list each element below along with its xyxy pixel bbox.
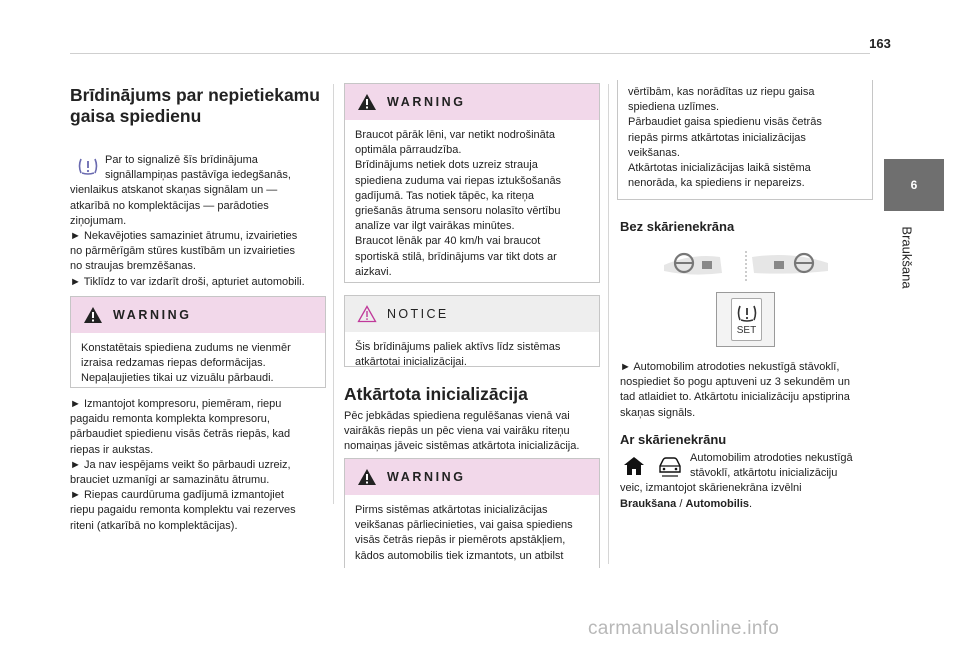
text-line: spiediena zuduma vai riepas iztukšošanās [355, 174, 562, 187]
text-line: vērtībām, kas norādītas uz riepu gaisa [628, 86, 815, 98]
text-line: optimāla pārraudzība. [355, 144, 462, 157]
set-button-illustration [716, 292, 775, 347]
text-line: spiediena uzlīmes. [628, 101, 720, 114]
section-heading-reinit: Atkārtota inicializācija [344, 384, 528, 404]
menu-path [620, 497, 875, 512]
section-heading-no-touchscreen: Bez skārienekrāna [620, 219, 735, 234]
no-touchscreen-text [620, 360, 875, 421]
chapter-tab[interactable]: 6 [884, 159, 944, 211]
text-line: griešanās ātruma sensoru nolasīto vērtību [355, 205, 561, 218]
text-line: ziņojumam. [70, 214, 127, 227]
warning-box-header [345, 459, 599, 495]
text-line: Braucot lēnāk par 40 km/h vai braucot [355, 235, 541, 248]
left-column [70, 85, 328, 127]
text-line: pārbaudiet spiedienu visās četrās riepās, kad [70, 428, 291, 441]
warning-box-body [345, 495, 599, 564]
text-line: tad atlaidiet to. Atkārtotu inicializāciju apstiprina [620, 391, 850, 404]
text-line: gadījumā. Tas notiek tāpēc, ka riteņa [355, 189, 534, 202]
text-line-start: veic, izmantojot skārienekrāna izvēlni [620, 482, 802, 495]
chapter-label-text: Braukšana [899, 226, 915, 289]
text-line: no pārmērīgām stūres kustībām un izvairieties [70, 245, 295, 258]
menu-driving: Braukšana [620, 497, 677, 510]
reinit-section [344, 384, 606, 455]
text-line: Nepaļaujieties tikai uz vizuālu pārbaudi. [81, 372, 274, 385]
text-line: kādos automobilis tiek izmantots, un atbilst [355, 549, 564, 562]
heading-no-touchscreen-wrap [620, 219, 870, 234]
section-heading-touchscreen: Ar skārienekrānu [620, 432, 727, 447]
notice-box-header [345, 296, 599, 332]
left-intro-text [70, 153, 330, 290]
warning-box-body [345, 120, 599, 280]
text-line: Automobilim atrodoties nekustīgā [690, 452, 853, 464]
menu-end: . [749, 497, 753, 510]
text-line: riepu pagaidu remonta komplektu vai rezerves [70, 504, 296, 517]
text-line: Pēc jebkādas spiediena regulēšanas vienā vai [344, 410, 570, 422]
top-divider [70, 53, 870, 54]
set-label: SET [736, 325, 757, 336]
left-bottom-text [70, 397, 330, 534]
text-line: vairākās riepās un pēc viena vai vairāku riteņu [344, 425, 570, 438]
text-line: brauciet uzmanīgi ar samazinātu ātrumu. [70, 474, 270, 487]
text-line: Braucot pārāk lēni, var netikt nodrošināta [355, 129, 555, 141]
notice-box [344, 295, 600, 367]
text-line: ► Automobilim atrodoties nekustīgā stāvoklī, [620, 361, 840, 373]
text-line: riteni (atkarībā no komplektācijas). [70, 519, 238, 532]
column-divider-2 [608, 84, 609, 564]
text-line: Šis brīdinājums paliek aktīvs līdz sistēmas [355, 341, 561, 353]
menu-vehicle: Automobilis [685, 497, 749, 510]
text-line: analīze var ilgt vairākas minūtes. [355, 220, 515, 233]
warning-triangle-icon [357, 468, 377, 486]
watermark[interactable]: carmanualsonline.info [588, 618, 780, 639]
text-line: stāvoklī, atkārtotu inicializāciju [690, 467, 838, 480]
warning-box-before-reinit [344, 458, 600, 568]
text-line: veikšanas. [628, 146, 680, 159]
text-line: ► Ja nav iespējams veikt šo pārbaudi uzreiz, [70, 458, 291, 471]
column-divider-1 [333, 84, 334, 504]
text-line: aizkavi. [355, 265, 392, 278]
text-line: sportiskā stilā, brīdinājums var tikt dots ar [355, 250, 557, 263]
warning-box-continued [617, 80, 873, 200]
text-line [620, 481, 875, 496]
text-line: nomaiņas jāveic sistēmas atkārtota inicializācija. [344, 440, 580, 453]
text-line: Atkārtotas inicializācijas laikā sistēma [628, 162, 811, 175]
text-line: riepas ir aukstas. [70, 443, 154, 456]
text-line: skaņas signāls. [620, 406, 696, 419]
warning-box-visual-check [70, 296, 326, 388]
text-line: Pārbaudiet gaisa spiedienu visās četrās [628, 116, 822, 129]
chapter-side-label [894, 214, 914, 304]
warning-box-continued-body [618, 80, 872, 191]
touchscreen-text [620, 451, 875, 512]
heading-touchscreen-wrap [620, 432, 870, 447]
text-line: ► Tiklīdz to var izdarīt droši, apturiet automobili. [70, 275, 305, 288]
text-line: Par to signalizē šīs brīdinājuma [105, 154, 258, 166]
text-line: Pirms sistēmas atkārtotas inicializācijas [355, 504, 548, 516]
menu-separator: / [676, 497, 686, 510]
text-line: atkarībā no komplektācijas — parādoties [70, 199, 269, 212]
warning-title: WARNING [387, 95, 466, 109]
text-line: nenorāda, ka spiediens ir nepareizs. [628, 177, 805, 190]
text-line: pagaidu remonta komplekta kompresoru, [70, 413, 270, 426]
page-number: 163 [869, 36, 891, 51]
text-line: atkārtotai inicializācijai. [355, 356, 467, 369]
text-line: signāllampiņas pastāvīga iedegšanās, [105, 169, 291, 182]
notice-triangle-icon [357, 305, 377, 323]
dashboard-illustration [662, 249, 830, 281]
text-line: Brīdinājums netiek dots uzreiz strauja [355, 159, 538, 172]
text-line: vienlaikus atskanot skaņas signālam un — [70, 184, 278, 197]
text-line: ► Nekavējoties samaziniet ātrumu, izvairieties [70, 230, 298, 243]
warning-triangle-icon [83, 306, 103, 324]
text-line: nospiediet šo pogu aptuveni uz 3 sekundēm un [620, 376, 850, 389]
text-line: no straujas bremzēšanas. [70, 260, 196, 273]
text-line: veikšanas pārliecinieties, vai gaisa spiediens [355, 519, 573, 532]
text-line: ► Izmantojot kompresoru, piemēram, riepu [70, 398, 282, 410]
tire-pressure-reset-icon [735, 303, 759, 323]
text-line: izraisa redzamas riepas deformācijas. [81, 357, 266, 370]
notice-box-body [345, 332, 599, 370]
warning-box-slow-driving [344, 83, 600, 283]
text-line: ► Riepas caurdūruma gadījumā izmantojiet [70, 489, 284, 502]
text-line: riepās pirms atkārtotas inicializācijas [628, 131, 806, 144]
text-line: Konstatētais spiediena zudums ne vienmēr [81, 342, 291, 354]
warning-box-header [71, 297, 325, 333]
section-heading-low-pressure: Brīdinājums par nepietiekamu gaisa spiedienu [70, 85, 320, 126]
warning-title: WARNING [113, 308, 192, 322]
text-line: visās četrās riepās ir piemērots apstākļiem, [355, 534, 566, 547]
warning-box-body [71, 333, 325, 387]
warning-triangle-icon [357, 93, 377, 111]
warning-box-header [345, 84, 599, 120]
notice-title: NOTICE [387, 307, 449, 321]
warning-title: WARNING [387, 470, 466, 484]
